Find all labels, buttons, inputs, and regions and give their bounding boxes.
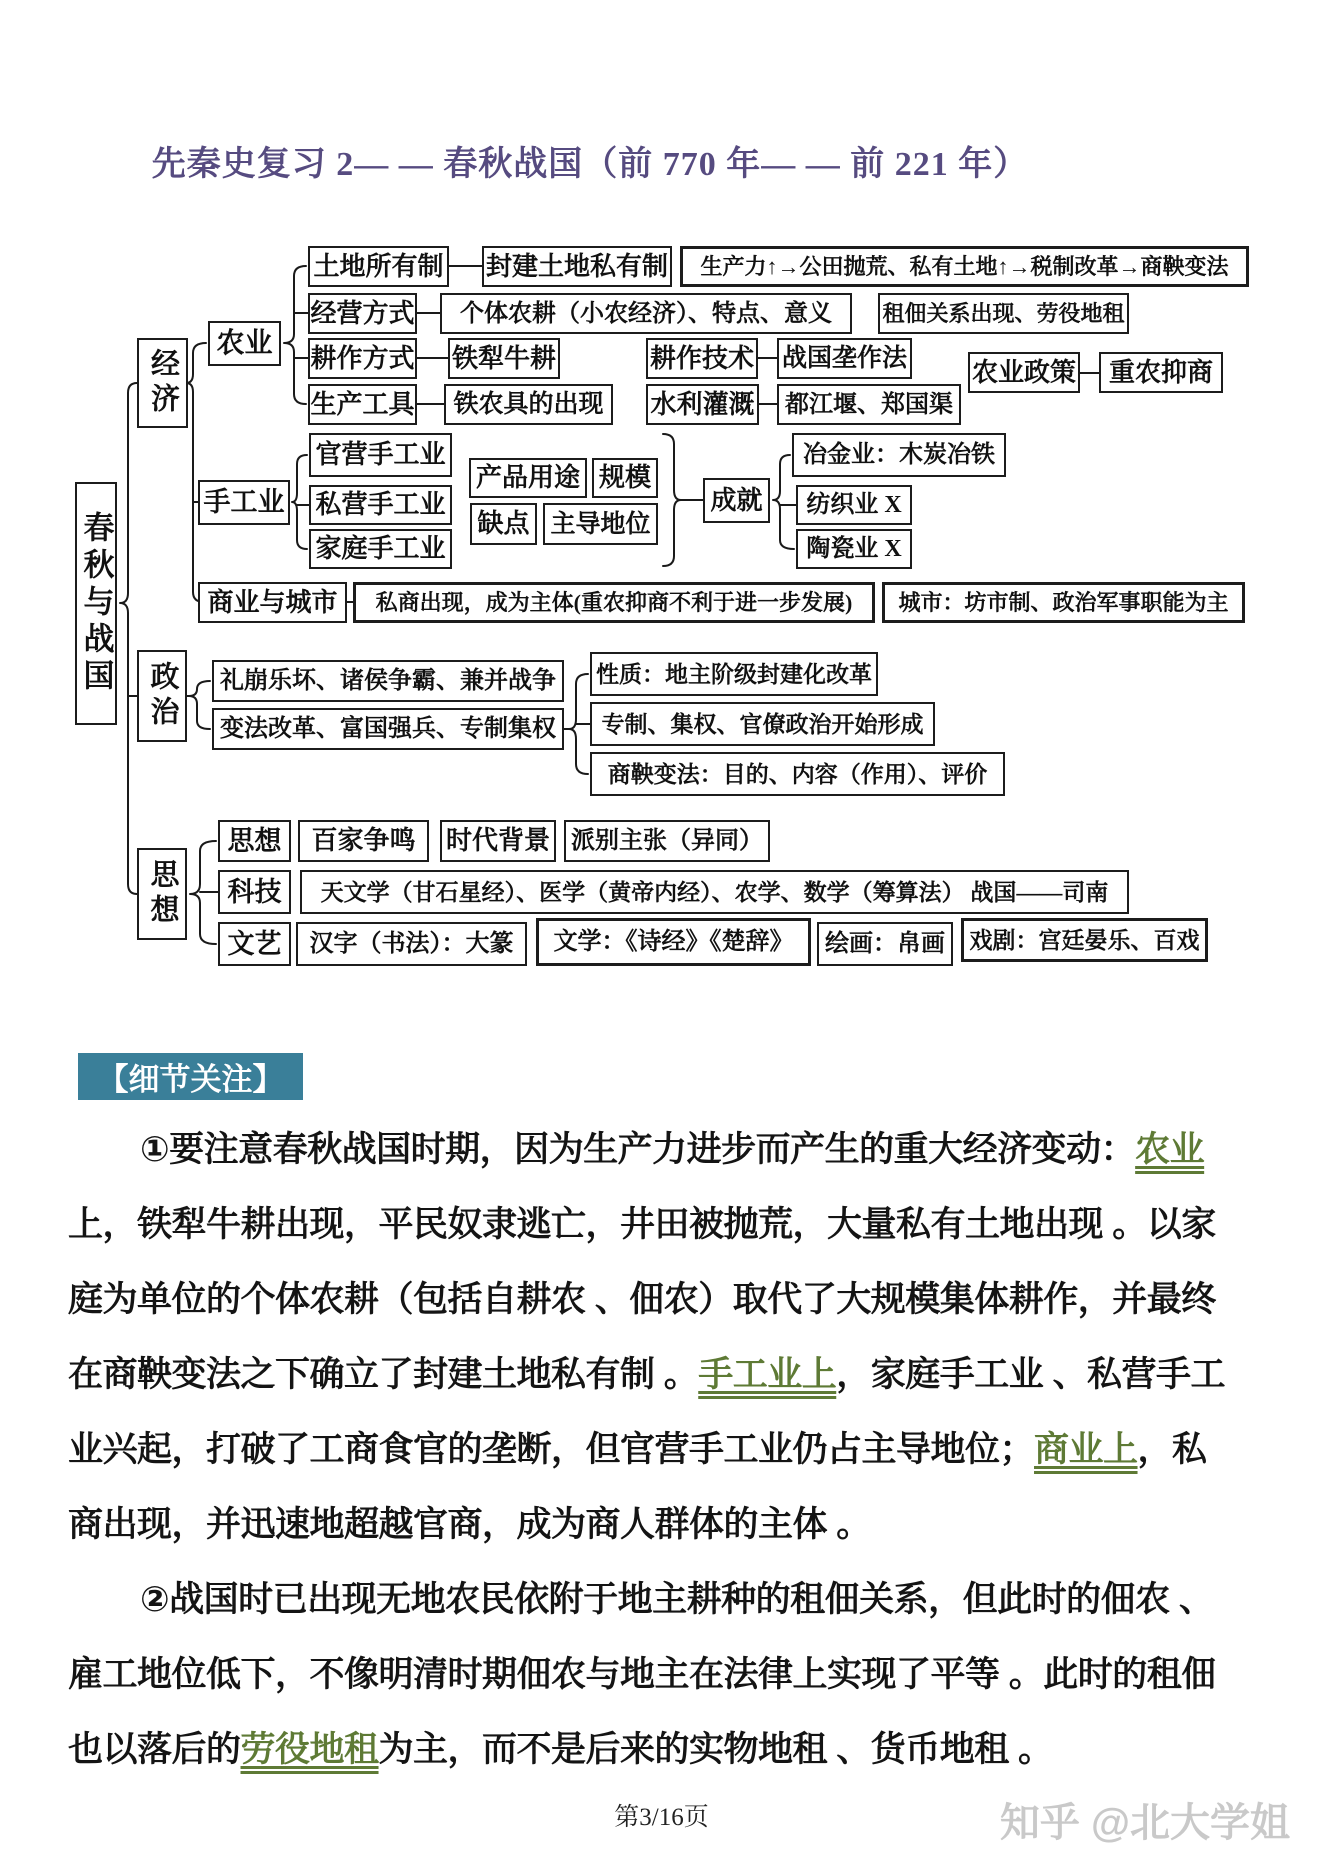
node-science-achievements: 天文学（甘石星经）、医学（黄帝内经）、农学、数学（筹算法） 战国——司南 [300, 870, 1129, 914]
watermark: 知乎 @北大学姐 [999, 1801, 1290, 1845]
node-iron-tools: 铁农具的出现 [444, 384, 613, 425]
body-segment: 上，铁犁牛耕出现，平民奴隶逃亡，井田被抛荒，大量私有土地出现 。以家 [68, 1205, 1216, 1244]
node-spring-autumn-warring-states: 春秋与战国 [75, 482, 117, 725]
node-hundred-schools: 百家争鸣 [298, 820, 429, 862]
node-reform-centralization: 变法改革、富国强兵、专制集权 [212, 708, 564, 750]
body-line [68, 1497, 1263, 1547]
node-family-handicraft: 家庭手工业 [309, 529, 452, 569]
node-ritual-collapse: 礼崩乐坏、诸侯争霸、兼并战争 [212, 660, 564, 702]
node-science-label: 科技 [218, 870, 291, 914]
node-agri-policy: 农业政策 [968, 352, 1080, 393]
node-productivity-chain: 生产力↑→公田抛荒、私有土地↑→税制改革→商鞅变法 [680, 246, 1249, 287]
branch-economy: 经济 [137, 338, 188, 428]
page-number: 第3/16页 [614, 1804, 709, 1831]
node-farming-technique: 耕作技术 [646, 338, 758, 379]
node-management-mode: 经营方式 [308, 293, 417, 334]
node-official-handicraft: 官营手工业 [309, 433, 452, 477]
node-tenancy: 租佃关系出现、劳役地租 [878, 293, 1129, 334]
node-textile: 纺织业 X [796, 485, 912, 525]
keyword-underlined: 劳役地租 [240, 1730, 379, 1769]
node-arts-label: 文艺 [218, 922, 291, 966]
body-segment: 雇工地位低下，不像明清时期佃农与地主在法律上实现了平等 。此时的租佃 [68, 1655, 1216, 1694]
node-scale: 规模 [592, 458, 658, 498]
body-segment: ，私 [1137, 1430, 1207, 1469]
body-line [68, 1572, 1323, 1622]
body-line [68, 1422, 1263, 1472]
node-emphasize-agri: 重农抑商 [1099, 352, 1223, 393]
body-segment: ①要注意春秋战国时期，因为生产力进步而产生的重大经济变动： [140, 1130, 1136, 1169]
body-line [68, 1347, 1263, 1397]
body-line [68, 1272, 1263, 1322]
body-segment: 为主，而不是后来的实物地租 、货币地租 。 [378, 1730, 1053, 1769]
node-shang-yang-reform: 商鞅变法：目的、内容（作用）、评价 [590, 752, 1005, 796]
keyword-underlined: 商业上 [1034, 1430, 1138, 1469]
node-cities: 城市：坊市制、政治军事职能为主 [882, 582, 1245, 623]
body-segment: 在商鞅变法之下确立了封建土地私有制 。 [68, 1355, 699, 1394]
node-production-tools: 生产工具 [308, 384, 417, 425]
node-school-views: 派别主张（异同） [564, 820, 770, 862]
body-line [68, 1197, 1263, 1247]
node-farming-method: 耕作方式 [308, 338, 417, 379]
node-literature: 文学：《诗经》《楚辞》 [536, 918, 811, 966]
body-line [68, 1722, 1263, 1772]
node-commerce-cities: 商业与城市 [198, 582, 347, 623]
node-drama: 戏剧：宫廷晏乐、百戏 [961, 918, 1208, 962]
node-iron-plow-ox: 铁犁牛耕 [448, 338, 560, 379]
node-chinese-script: 汉字（书法）：大篆 [296, 922, 527, 966]
branch-politics: 政治 [137, 650, 187, 742]
body-segment: 也以落后的 [68, 1730, 241, 1769]
node-private-handicraft: 私营手工业 [309, 485, 452, 525]
node-bureaucracy-forming: 专制、集权、官僚政治开始形成 [590, 702, 935, 746]
keyword-underlined: 手工业上 [698, 1355, 837, 1394]
node-weakness: 缺点 [470, 503, 537, 545]
branch-thought: 思想 [137, 848, 187, 940]
node-era-background: 时代背景 [440, 820, 556, 862]
node-dominant-position: 主导地位 [543, 503, 658, 545]
node-individual-farming: 个体农耕（小农经济）、特点、意义 [440, 293, 852, 334]
body-segment: 庭为单位的个体农耕（包括自耕农 、佃农）取代了大规模集体耕作，并最终 [68, 1280, 1216, 1319]
node-dujiangyan: 都江堰、郑国渠 [777, 384, 961, 425]
node-ceramics: 陶瓷业 X [796, 529, 912, 569]
node-land-ownership: 土地所有制 [308, 246, 449, 287]
node-agriculture: 农业 [208, 321, 281, 366]
keyword-underlined: 农业 [1135, 1130, 1205, 1169]
body-segment: 商出现，并迅速地超越官商，成为商人群体的主体 。 [68, 1505, 871, 1544]
node-irrigation: 水利灌溉 [646, 384, 759, 425]
node-thought-label: 思想 [218, 820, 291, 862]
node-painting: 绘画：帛画 [817, 922, 953, 966]
body-segment: ②战国时已出现无地农民依附于地主耕种的租佃关系，但此时的佃农 、 [140, 1580, 1214, 1619]
node-feudal-private-land: 封建土地私有制 [482, 246, 672, 287]
section-badge: 【细节关注】 [78, 1053, 303, 1100]
node-private-merchants: 私商出现，成为主体(重农抑商不利于进一步发展) [353, 582, 875, 623]
body-segment: ，家庭手工业 、私营手工 [836, 1355, 1225, 1394]
node-product-use: 产品用途 [469, 458, 587, 498]
body-line [68, 1122, 1323, 1172]
node-handicraft: 手工业 [198, 480, 290, 525]
body-line [68, 1647, 1263, 1697]
node-ridge-farming: 战国垄作法 [777, 338, 912, 379]
node-nature-feudal-reform: 性质：地主阶级封建化改革 [590, 652, 878, 696]
node-achievements: 成就 [703, 478, 770, 523]
node-metallurgy: 冶金业：木炭冶铁 [792, 433, 1006, 477]
page-title: 先秦史复习 2— — 春秋战国（前 770 年— — 前 221 年） [151, 146, 1029, 183]
body-segment: 业兴起，打破了工商食官的垄断，但官营手工业仍占主导地位； [68, 1430, 1035, 1469]
